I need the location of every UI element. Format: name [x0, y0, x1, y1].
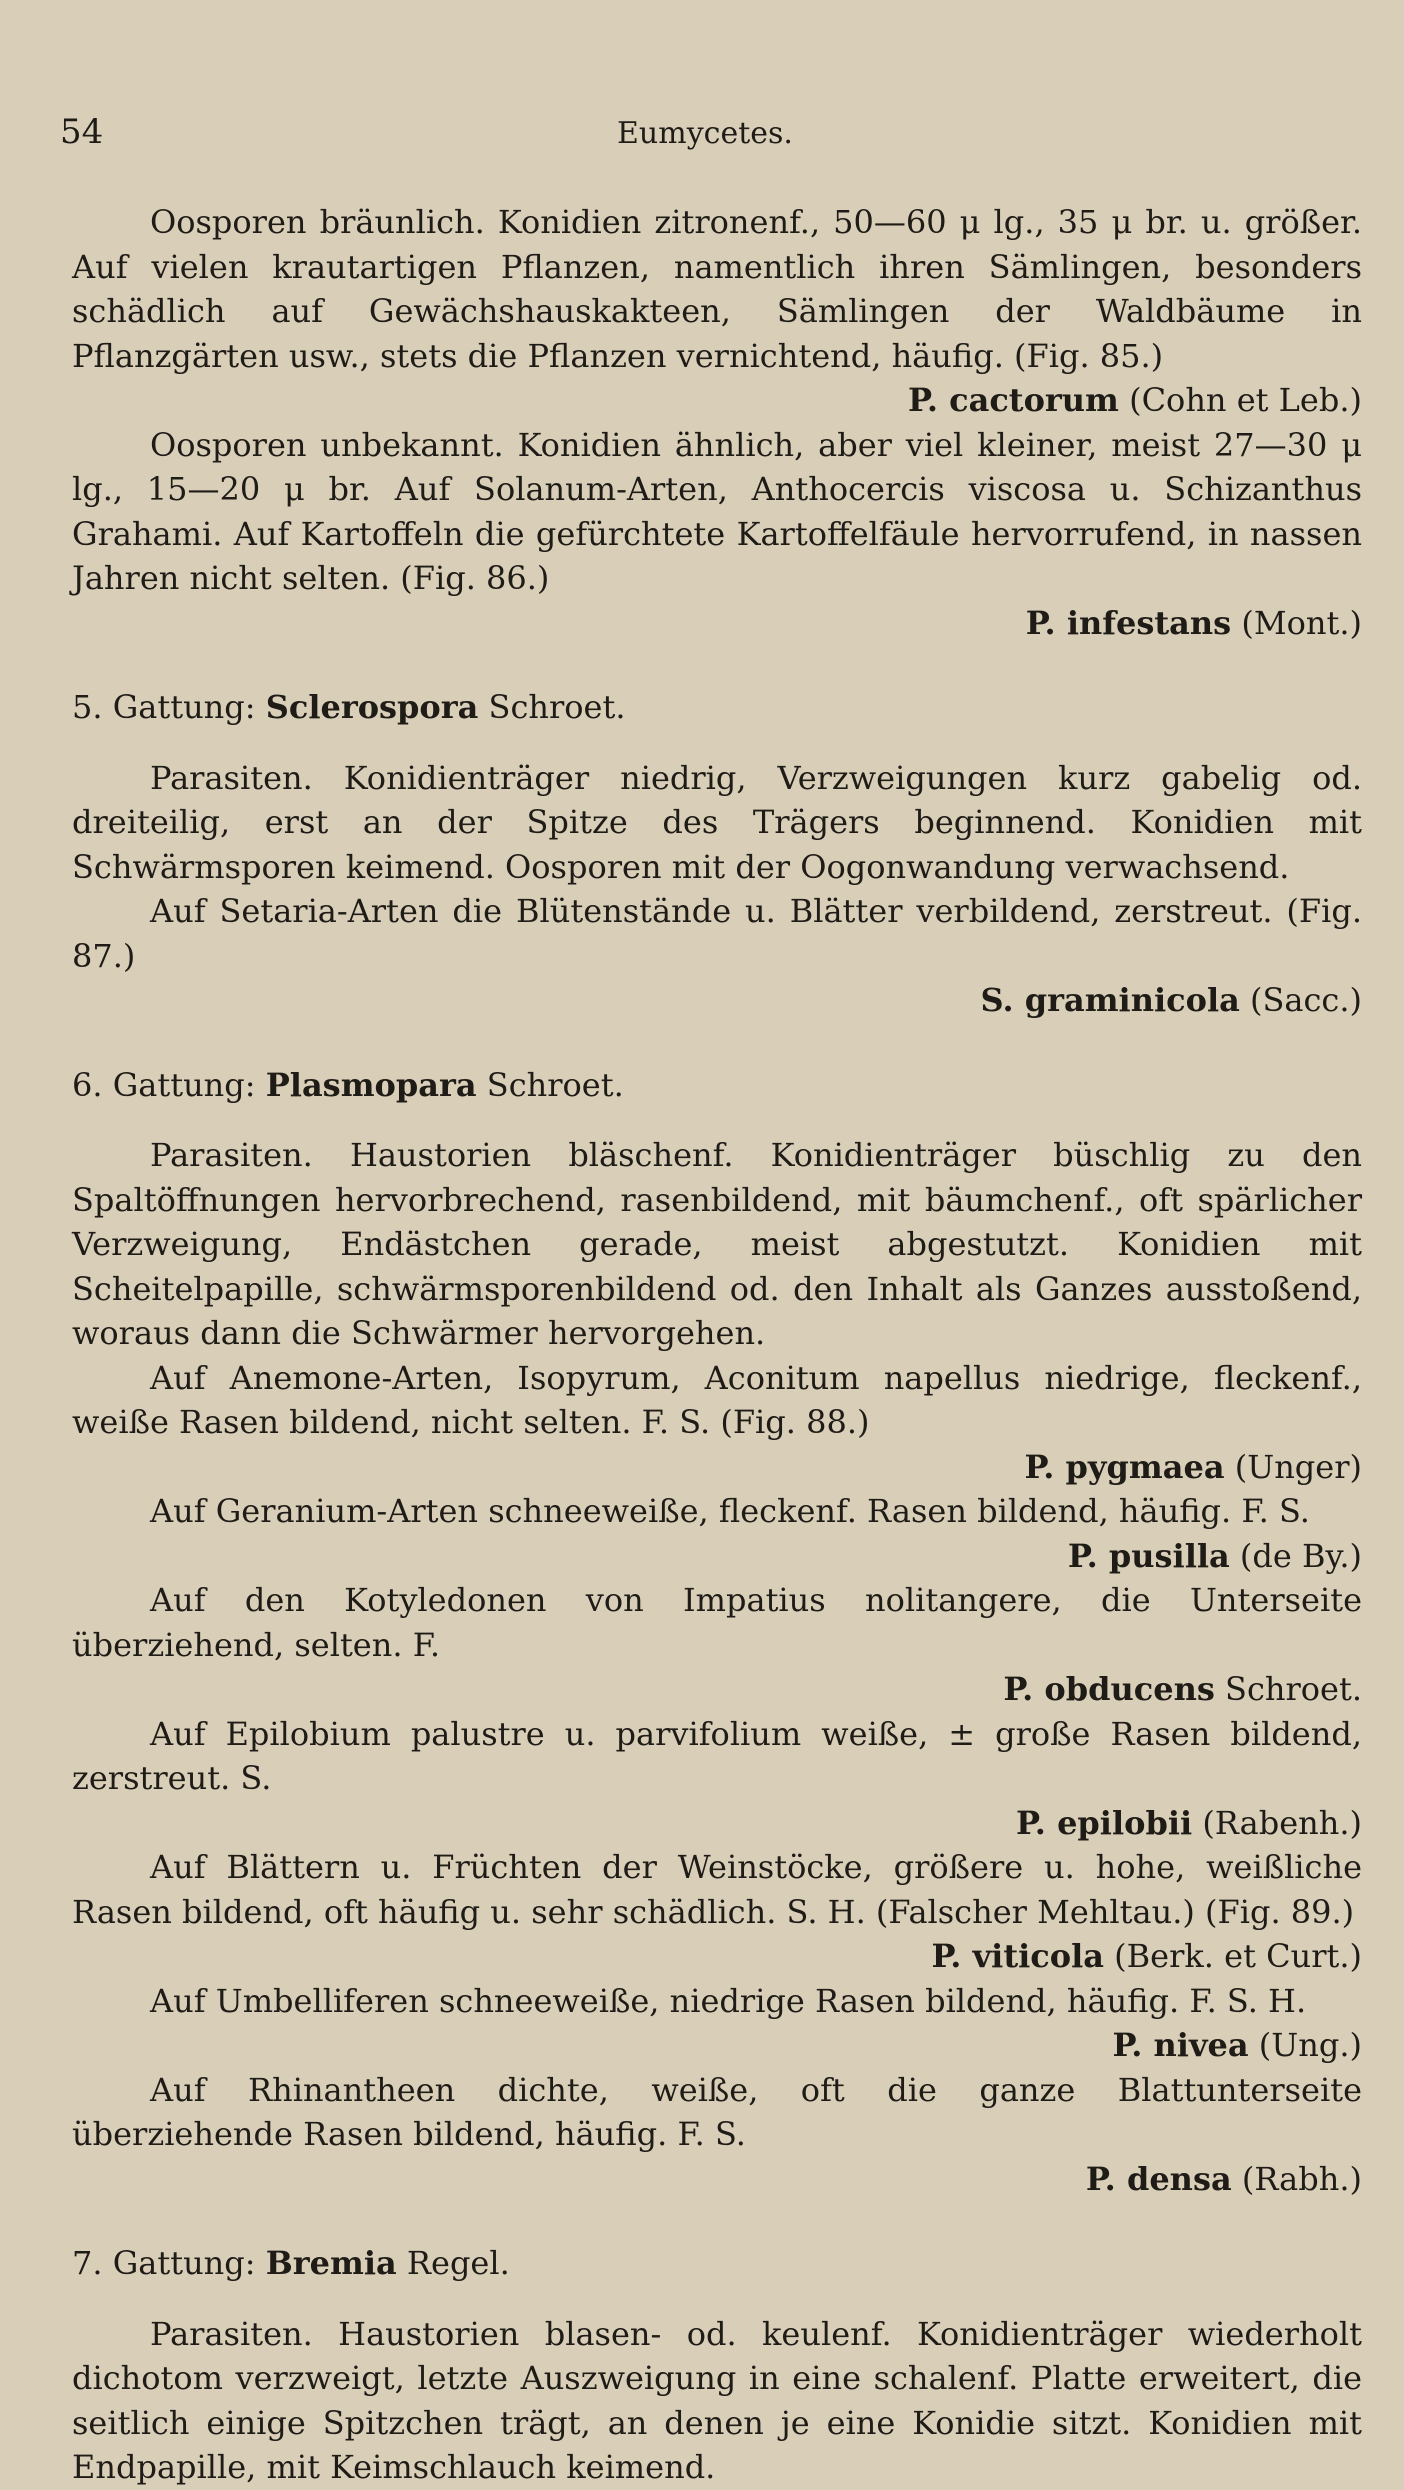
species-name: P. epilobii [1016, 1803, 1193, 1842]
entry-text: Auf Rhinantheen dichte, weiße, oft die ganze Blattunterseite überziehende Rasen bildend, häufig. F. S. [72, 2070, 1362, 2153]
species-line [72, 1801, 1362, 1846]
page-content [72, 200, 1362, 2490]
species-name: P. cactorum [908, 381, 1119, 419]
entry-cactorum [72, 200, 1362, 423]
entry-text: Oosporen unbekannt. Konidien ähnlich, aber viel kleiner, meist 27—30 μ lg., 15—20 μ br. Auf Solanum-Arten, Anthocercis viscosa u. Schizanthus Grahami. Auf Kartoffeln die gefürchtete Kartoffelfäule hervorrufend, in nassen Jahren nicht selten. (Fig. 86.) [72, 425, 1362, 597]
entry-text: Auf Anemone-Arten, Isopyrum, Aconitum napellus niedrige, fleckenf., weiße Rasen bildend, nicht selten. F. S. (Fig. 88.) [72, 1358, 1362, 1441]
genus-description-plasmopara: Parasiten. Haustorien bläschenf. Konidienträger büschlig zu den Spaltöffnungen hervorbrechend, rasenbildend, mit bäumchenf., oft spärlicher Verzweigung, Endästchen gerade, meist abgestutzt. Konidien mit Scheitelpapille, schwärmsporenbildend od. den Inhalt als Ganzes ausstoßend, woraus dann die Schwärmer hervorgehen. [72, 1136, 1362, 1352]
genus-prefix: 5. Gattung: [72, 688, 266, 726]
entry-pygmaea [72, 1356, 1362, 1490]
entry-epilobii [72, 1712, 1362, 1846]
species-name: S. graminicola [980, 981, 1240, 1019]
species-author: Schroet. [1214, 1670, 1362, 1708]
species-line [72, 1534, 1362, 1579]
species-line [72, 378, 1362, 423]
genus-heading-plasmopara [72, 1063, 1362, 1108]
species-author: (de By.) [1229, 1536, 1362, 1575]
species-line [72, 1934, 1362, 1979]
genus-description-bremia: Parasiten. Haustorien blasen- od. keulenf. Konidienträger wiederholt dichotom verzweigt, letzte Auszweigung in eine schalenf. Platte erweitert, die seitlich einige Spitzchen trägt, an denen je eine Konidie sitzt. Konidien mit Endpapille, mit Keimschlauch keimend. [72, 2314, 1362, 2486]
page-number: 54 [60, 112, 104, 152]
entry-text: Oosporen bräunlich. Konidien zitronenf., 50—60 μ lg., 35 μ br. u. größer. Auf vielen krautartigen Pflanzen, namentlich ihren Sämlingen, besonders schädlich auf Gewächshauskakteen, Sämlingen der Waldbäume in Pflanzgärten usw., stets die Pflanzen vernichtend, häufig. (Fig. 85.) [72, 203, 1362, 375]
species-line [72, 2023, 1362, 2068]
species-author: (Berk. et Curt.) [1103, 1937, 1362, 1975]
species-line [72, 2157, 1362, 2202]
entry-text: Auf Setaria-Arten die Blütenstände u. Blätter verbildend, zerstreut. (Fig. 87.) [72, 892, 1362, 975]
entry-text: Auf Epilobium palustre u. parvifolium weiße, ± große Rasen bildend, zerstreut. S. [72, 1714, 1362, 1797]
entry-viticola [72, 1845, 1362, 1979]
genus-author: Regel. [396, 2244, 510, 2282]
species-name: P. infestans [1025, 603, 1232, 642]
species-author: (Mont.) [1231, 603, 1362, 642]
species-line [72, 1667, 1362, 1712]
entry-text: Auf Umbelliferen schneeweiße, niedrige Rasen bildend, häufig. F. S. H. [150, 1981, 1307, 2020]
species-author: (Rabh.) [1231, 2159, 1362, 2198]
genus-description-sclerospora: Parasiten. Konidienträger niedrig, Verzweigungen kurz gabelig od. dreiteilig, erst an der Spitze des Trägers beginnend. Konidien mit Schwärmsporen keimend. Oosporen mit der Oogonwandung verwachsend. [72, 758, 1362, 886]
species-author: (Sacc.) [1239, 981, 1362, 1019]
genus-name: Sclerospora [265, 688, 479, 726]
species-name: P. densa [1085, 2159, 1232, 2198]
entry-text: Auf Geranium-Arten schneeweiße, fleckenf. Rasen bildend, häufig. F. S. [150, 1492, 1310, 1530]
entry-graminicola [72, 889, 1362, 1023]
genus-author: Schroet. [476, 1065, 624, 1104]
species-name: P. viticola [931, 1937, 1104, 1975]
page-header [60, 112, 1350, 162]
species-name: P. pygmaea [1024, 1447, 1225, 1486]
running-title: Eumycetes. [617, 116, 793, 151]
species-line [72, 978, 1362, 1023]
genus-author: Schroet. [478, 688, 626, 726]
genus-prefix: 6. Gattung: [72, 1065, 266, 1104]
species-line [72, 1445, 1362, 1490]
species-author: (Unger) [1224, 1447, 1362, 1486]
species-author: (Rabenh.) [1192, 1803, 1362, 1842]
genus-heading-bremia [72, 2241, 1362, 2286]
genus-prefix: 7. Gattung: [72, 2244, 266, 2282]
entry-obducens [72, 1578, 1362, 1712]
species-author: (Cohn et Leb.) [1118, 381, 1362, 419]
species-name: P. obducens [1003, 1670, 1215, 1708]
genus-name: Bremia [265, 2244, 397, 2282]
species-line [72, 601, 1362, 646]
entry-text: Auf Blättern u. Früchten der Weinstöcke, größere u. hohe, weißliche Rasen bildend, oft häufig u. sehr schädlich. S. H. (Falscher Mehltau.) (Fig. 89.) [72, 1848, 1362, 1931]
species-author: (Ung.) [1248, 2026, 1362, 2064]
entry-text: Auf den Kotyledonen von Impatius nolitangere, die Unterseite überziehend, selten. F. [72, 1581, 1362, 1664]
species-name: P. pusilla [1067, 1536, 1230, 1575]
entry-pusilla [72, 1489, 1362, 1578]
entry-infestans [72, 423, 1362, 646]
species-name: P. nivea [1112, 2026, 1249, 2064]
genus-heading-sclerospora [72, 685, 1362, 730]
genus-name: Plasmopara [265, 1065, 477, 1104]
entry-densa [72, 2068, 1362, 2202]
entry-nivea [72, 1979, 1362, 2068]
